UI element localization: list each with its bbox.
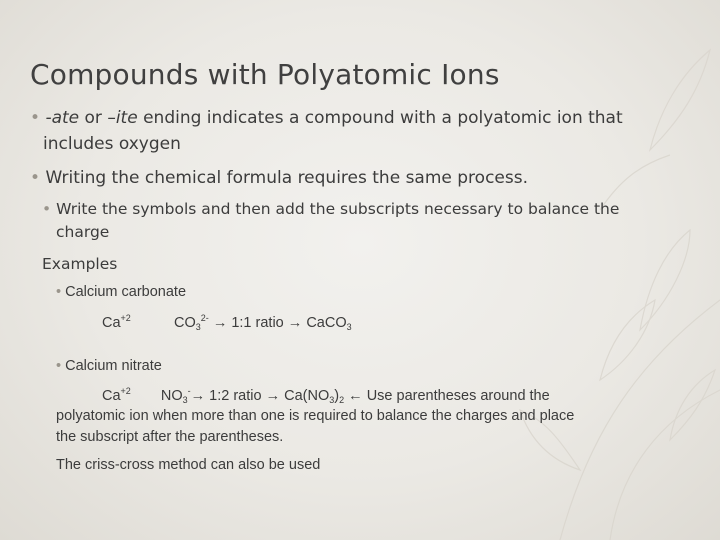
example1-equation — [174, 313, 352, 332]
formula-outer-subscript: 2 — [339, 395, 345, 405]
formula-close-paren: ) — [334, 388, 340, 404]
anion-subscript: 3 — [182, 395, 188, 405]
example2-note-line3: the subscript after the parentheses. — [56, 429, 284, 445]
or-text: or — [79, 108, 108, 128]
ratio-text: 1:2 ratio — [209, 388, 262, 404]
arrow-right-icon: → — [190, 388, 206, 404]
example2-equation — [102, 386, 550, 405]
bullet-icon: • — [30, 168, 41, 188]
example1-cation — [102, 313, 131, 331]
anion-charge: 2- — [200, 313, 209, 323]
cation-symbol: Ca — [102, 388, 121, 404]
bullet-icon: • — [56, 358, 62, 374]
example2-note-line2: polyatomic ion when more than one is required to balance the charges and place — [56, 408, 575, 424]
bullet-icon: • — [30, 108, 41, 128]
cation-charge: +2 — [120, 386, 131, 396]
cation-charge: +2 — [120, 313, 131, 323]
formula-text: CaCO — [306, 315, 347, 331]
bullet1-line2: includes oxygen — [43, 134, 181, 154]
cation-symbol: Ca — [102, 315, 121, 331]
ate-suffix: -ate — [45, 108, 80, 128]
bullet3-line2: charge — [56, 223, 110, 241]
bullet1-rest: ending indicates a compound with a polyatomic ion that — [137, 108, 623, 128]
slide-title: Compounds with Polyatomic Ions — [30, 58, 500, 91]
arrow-left-icon: ← — [348, 388, 363, 404]
note-line1: Use parentheses around the — [366, 388, 550, 404]
anion-charge: - — [187, 386, 191, 396]
formula-text: Ca(NO — [284, 388, 330, 404]
formula-subscript: 3 — [346, 322, 352, 332]
anion-symbol: NO — [160, 388, 183, 404]
bullet-writing-formula — [30, 168, 528, 188]
arrow-right-icon: → — [265, 388, 281, 404]
example2-name: Calcium nitrate — [65, 358, 162, 374]
bullet2-text: Writing the chemical formula requires the same process. — [45, 168, 528, 188]
bullet-icon: • — [56, 284, 62, 300]
bullet-icon: • — [42, 200, 52, 218]
formula-inner-subscript: 3 — [329, 395, 335, 405]
bullet3-line1: Write the symbols and then add the subscripts necessary to balance the — [56, 200, 620, 218]
criss-cross-note: The criss-cross method can also be used — [56, 457, 321, 473]
ratio-text: 1:1 ratio — [231, 315, 284, 331]
arrow-right-icon: → — [287, 315, 303, 331]
example1-name: Calcium carbonate — [65, 284, 187, 300]
bullet-ate-ite-line1 — [30, 108, 623, 128]
arrow-right-icon: → — [212, 315, 228, 331]
bullet-write-symbols — [42, 200, 619, 218]
ite-suffix: –ite — [107, 108, 138, 128]
example2-heading — [56, 358, 162, 374]
examples-label: Examples — [42, 255, 118, 273]
anion-subscript: 3 — [195, 322, 201, 332]
example1-heading — [56, 284, 186, 300]
anion-symbol: CO — [174, 315, 196, 331]
